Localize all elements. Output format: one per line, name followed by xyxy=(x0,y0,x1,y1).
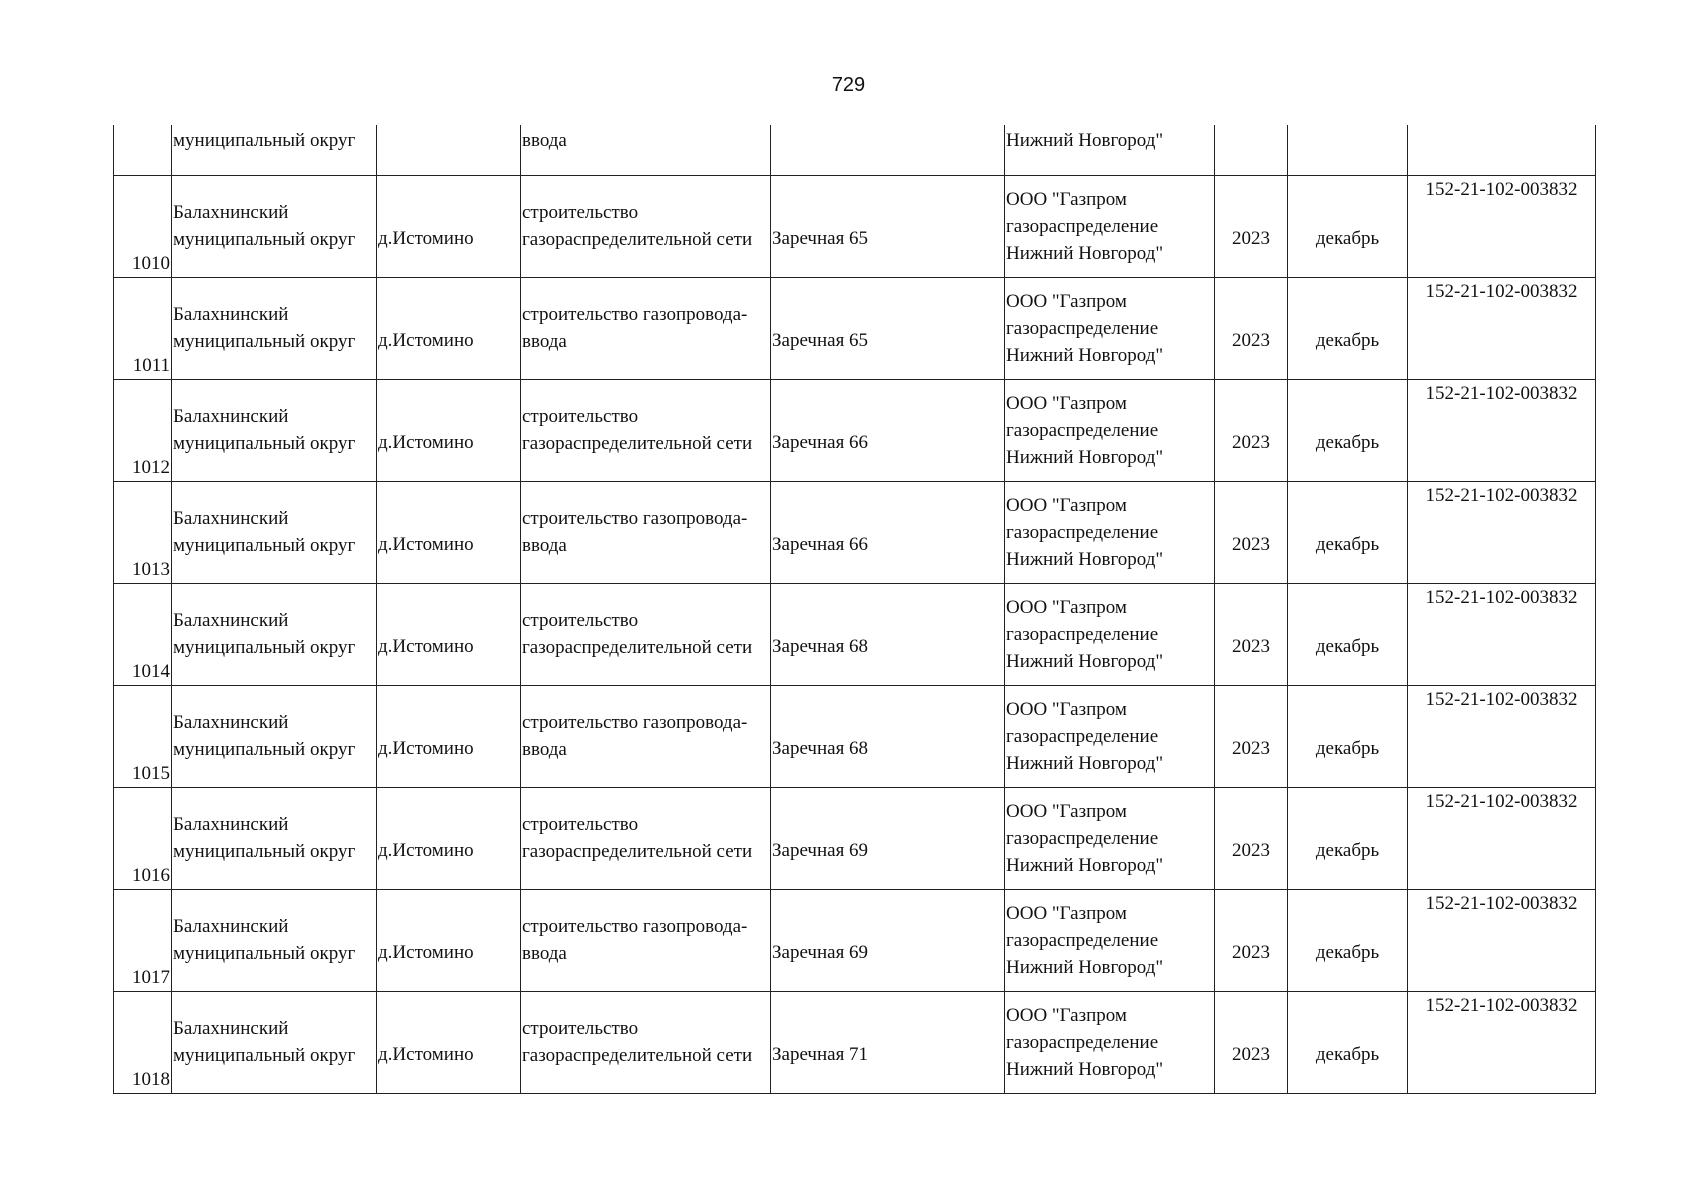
organization-line: ООО "Газпром xyxy=(1006,800,1127,822)
cell-number: 1016 xyxy=(114,787,172,889)
address-text: Заречная 65 xyxy=(772,329,869,351)
cell-month xyxy=(1288,175,1408,277)
work-line: строительство газопровода- xyxy=(522,304,748,325)
organization-line: Нижний Новгород" xyxy=(1006,956,1164,978)
cell-work-type: ввода xyxy=(521,125,771,175)
address-text: Заречная 66 xyxy=(772,431,869,453)
month-text: декабрь xyxy=(1315,1043,1380,1065)
cell-address xyxy=(771,991,1005,1093)
work-line: ввода xyxy=(522,943,567,964)
cell-month xyxy=(1288,889,1408,991)
place-text: д.Истомино xyxy=(378,635,474,657)
district-line: муниципальный округ xyxy=(173,1045,356,1066)
address-text: Заречная 69 xyxy=(772,839,869,861)
cell-number: 1018 xyxy=(114,991,172,1093)
district-line: Балахнинский xyxy=(173,814,289,835)
cell-organization xyxy=(1005,991,1215,1093)
district-line: муниципальный округ xyxy=(173,229,356,250)
cell-month xyxy=(1288,787,1408,889)
table-row xyxy=(114,685,1596,787)
page-number: 729 xyxy=(831,74,866,96)
table-body xyxy=(114,125,1596,1093)
cell-month xyxy=(1288,379,1408,481)
cell-number: 1013 xyxy=(114,481,172,583)
cell-district xyxy=(172,889,377,991)
cell-month xyxy=(1288,481,1408,583)
year-text: 2023 xyxy=(1232,1043,1270,1065)
cell-district xyxy=(172,277,377,379)
cell-district xyxy=(172,583,377,685)
cell-work-type xyxy=(521,277,771,379)
organization-line: Нижний Новгород" xyxy=(1006,548,1164,570)
work-line: строительство xyxy=(522,610,639,631)
cell-place xyxy=(377,481,521,583)
cell-address xyxy=(771,583,1005,685)
table-row xyxy=(114,175,1596,277)
work-line: ввода xyxy=(522,331,567,352)
cell-district: муниципальный округ xyxy=(172,125,377,175)
month-text: декабрь xyxy=(1315,431,1380,453)
cell-number: 1015 xyxy=(114,685,172,787)
work-line: строительство xyxy=(522,814,639,835)
address-text: Заречная 66 xyxy=(772,533,869,555)
place-text: д.Истомино xyxy=(378,839,474,861)
address-text: Заречная 68 xyxy=(772,635,869,657)
district-line: Балахнинский xyxy=(173,712,289,733)
cell-place xyxy=(377,991,521,1093)
district-line: Балахнинский xyxy=(173,406,289,427)
district-line: муниципальный округ xyxy=(173,943,356,964)
address-text: Заречная 71 xyxy=(772,1043,869,1065)
organization-line: газораспределение xyxy=(1006,317,1159,339)
continuation-row xyxy=(114,125,1596,175)
cell-number: 1011 xyxy=(114,277,172,379)
organization-line: ООО "Газпром xyxy=(1006,290,1127,312)
organization-line: ООО "Газпром xyxy=(1006,596,1127,618)
district-line: муниципальный округ xyxy=(173,739,356,760)
organization-line: Нижний Новгород" xyxy=(1006,344,1164,366)
cell-code: 152-21-102-003832 xyxy=(1408,175,1596,277)
district-line: Балахнинский xyxy=(173,304,289,325)
work-line: газораспределительной сети xyxy=(522,433,753,454)
cell-district xyxy=(172,685,377,787)
work-line: строительство xyxy=(522,1018,639,1039)
organization-line: газораспределение xyxy=(1006,929,1159,951)
cell-code: 152-21-102-003832 xyxy=(1408,277,1596,379)
district-line: Балахнинский xyxy=(173,202,289,223)
organization-line: газораспределение xyxy=(1006,623,1159,645)
table-row xyxy=(114,277,1596,379)
place-text: д.Истомино xyxy=(378,431,474,453)
district-line: муниципальный округ xyxy=(173,331,356,352)
organization-line: ООО "Газпром xyxy=(1006,902,1127,924)
year-text: 2023 xyxy=(1232,941,1270,963)
place-text: д.Истомино xyxy=(378,737,474,759)
year-text: 2023 xyxy=(1232,737,1270,759)
place-text: д.Истомино xyxy=(378,533,474,555)
place-text: д.Истомино xyxy=(378,941,474,963)
work-line: газораспределительной сети xyxy=(522,229,753,250)
cell-month xyxy=(1288,685,1408,787)
month-text: декабрь xyxy=(1315,737,1380,759)
cell-organization xyxy=(1005,685,1215,787)
year-text: 2023 xyxy=(1232,329,1270,351)
cell-month xyxy=(1288,277,1408,379)
cell-month xyxy=(1288,991,1408,1093)
work-line: ввода xyxy=(522,739,567,760)
work-line: газораспределительной сети xyxy=(522,637,753,658)
organization-line: газораспределение xyxy=(1006,215,1159,237)
place-text: д.Истомино xyxy=(378,1043,474,1065)
cell-work-type xyxy=(521,379,771,481)
cell-district xyxy=(172,379,377,481)
cell-place xyxy=(377,787,521,889)
cell-year xyxy=(1215,583,1288,685)
cell-address xyxy=(771,685,1005,787)
cell-place xyxy=(377,175,521,277)
cell-work-type xyxy=(521,787,771,889)
year-text: 2023 xyxy=(1232,533,1270,555)
organization-line: ООО "Газпром xyxy=(1006,1004,1127,1026)
organization-line: Нижний Новгород" xyxy=(1006,752,1164,774)
cell-code: 152-21-102-003832 xyxy=(1408,889,1596,991)
cell-place xyxy=(377,889,521,991)
month-text: декабрь xyxy=(1315,941,1380,963)
district-line: Балахнинский xyxy=(173,916,289,937)
work-line: ввода xyxy=(522,535,567,556)
cell-work-type xyxy=(521,685,771,787)
cell-work-type xyxy=(521,991,771,1093)
cell-code xyxy=(1408,125,1596,175)
cell-year xyxy=(1215,991,1288,1093)
district-line: муниципальный округ xyxy=(173,841,356,862)
gasification-schedule-table xyxy=(113,125,1596,1094)
cell-address xyxy=(771,277,1005,379)
cell-place xyxy=(377,685,521,787)
cell-year xyxy=(1215,175,1288,277)
year-text: 2023 xyxy=(1232,635,1270,657)
organization-line: Нижний Новгород" xyxy=(1006,650,1164,672)
organization-line: Нижний Новгород" xyxy=(1006,242,1164,264)
cell-place xyxy=(377,125,521,175)
cell-organization xyxy=(1005,787,1215,889)
cell-organization xyxy=(1005,379,1215,481)
address-text: Заречная 69 xyxy=(772,941,869,963)
place-text: д.Истомино xyxy=(378,227,474,249)
cell-year xyxy=(1215,787,1288,889)
cell-number: 1014 xyxy=(114,583,172,685)
month-text: декабрь xyxy=(1315,227,1380,249)
cell-organization xyxy=(1005,175,1215,277)
cell-organization xyxy=(1005,583,1215,685)
cell-number: 1012 xyxy=(114,379,172,481)
cell-code: 152-21-102-003832 xyxy=(1408,991,1596,1093)
organization-line: газораспределение xyxy=(1006,827,1159,849)
cell-month xyxy=(1288,125,1408,175)
work-line: строительство газопровода- xyxy=(522,916,748,937)
cell-number: 1017 xyxy=(114,889,172,991)
month-text: декабрь xyxy=(1315,329,1380,351)
cell-number: 1010 xyxy=(114,175,172,277)
organization-line: газораспределение xyxy=(1006,1031,1159,1053)
cell-work-type xyxy=(521,889,771,991)
cell-code: 152-21-102-003832 xyxy=(1408,481,1596,583)
table-row xyxy=(114,379,1596,481)
organization-line: газораспределение xyxy=(1006,419,1159,441)
year-text: 2023 xyxy=(1232,839,1270,861)
organization-line: Нижний Новгород" xyxy=(1006,1058,1164,1080)
table-row xyxy=(114,787,1596,889)
cell-work-type xyxy=(521,481,771,583)
cell-address xyxy=(771,481,1005,583)
place-text: д.Истомино xyxy=(378,329,474,351)
table-row xyxy=(114,889,1596,991)
district-line: Балахнинский xyxy=(173,508,289,529)
work-line: строительство xyxy=(522,202,639,223)
cell-year xyxy=(1215,379,1288,481)
cell-place xyxy=(377,277,521,379)
month-text: декабрь xyxy=(1315,635,1380,657)
organization-line: газораспределение xyxy=(1006,725,1159,747)
cell-code: 152-21-102-003832 xyxy=(1408,583,1596,685)
cell-place xyxy=(377,583,521,685)
cell-address xyxy=(771,175,1005,277)
cell-district xyxy=(172,175,377,277)
work-line: строительство газопровода- xyxy=(522,508,748,529)
cell-district xyxy=(172,481,377,583)
address-text: Заречная 68 xyxy=(772,737,869,759)
table-row xyxy=(114,991,1596,1093)
organization-line: газораспределение xyxy=(1006,521,1159,543)
cell-year xyxy=(1215,889,1288,991)
cell-organization xyxy=(1005,481,1215,583)
cell-organization: Нижний Новгород" xyxy=(1005,125,1215,175)
organization-line: ООО "Газпром xyxy=(1006,494,1127,516)
cell-year xyxy=(1215,685,1288,787)
cell-year xyxy=(1215,481,1288,583)
month-text: декабрь xyxy=(1315,839,1380,861)
cell-month xyxy=(1288,583,1408,685)
cell-address xyxy=(771,889,1005,991)
work-line: газораспределительной сети xyxy=(522,841,753,862)
work-line: строительство газопровода- xyxy=(522,712,748,733)
organization-line: ООО "Газпром xyxy=(1006,392,1127,414)
district-line: муниципальный округ xyxy=(173,433,356,454)
organization-line: Нижний Новгород" xyxy=(1006,446,1164,468)
cell-year xyxy=(1215,277,1288,379)
cell-address xyxy=(771,125,1005,175)
district-line: Балахнинский xyxy=(173,1018,289,1039)
work-line: строительство xyxy=(522,406,639,427)
table-row xyxy=(114,481,1596,583)
cell-organization xyxy=(1005,889,1215,991)
organization-line: ООО "Газпром xyxy=(1006,188,1127,210)
organization-line: Нижний Новгород" xyxy=(1006,854,1164,876)
cell-work-type xyxy=(521,583,771,685)
district-line: муниципальный округ xyxy=(173,637,356,658)
month-text: декабрь xyxy=(1315,533,1380,555)
cell-district xyxy=(172,787,377,889)
address-text: Заречная 65 xyxy=(772,227,869,249)
organization-line: ООО "Газпром xyxy=(1006,698,1127,720)
cell-code: 152-21-102-003832 xyxy=(1408,379,1596,481)
cell-address xyxy=(771,379,1005,481)
year-text: 2023 xyxy=(1232,431,1270,453)
cell-number xyxy=(114,125,172,175)
cell-organization xyxy=(1005,277,1215,379)
cell-code: 152-21-102-003832 xyxy=(1408,787,1596,889)
cell-district xyxy=(172,991,377,1093)
year-text: 2023 xyxy=(1232,227,1270,249)
cell-place xyxy=(377,379,521,481)
work-line: газораспределительной сети xyxy=(522,1045,753,1066)
district-line: муниципальный округ xyxy=(173,535,356,556)
table-row xyxy=(114,583,1596,685)
district-line: Балахнинский xyxy=(173,610,289,631)
cell-address xyxy=(771,787,1005,889)
cell-work-type xyxy=(521,175,771,277)
cell-code: 152-21-102-003832 xyxy=(1408,685,1596,787)
cell-year xyxy=(1215,125,1288,175)
